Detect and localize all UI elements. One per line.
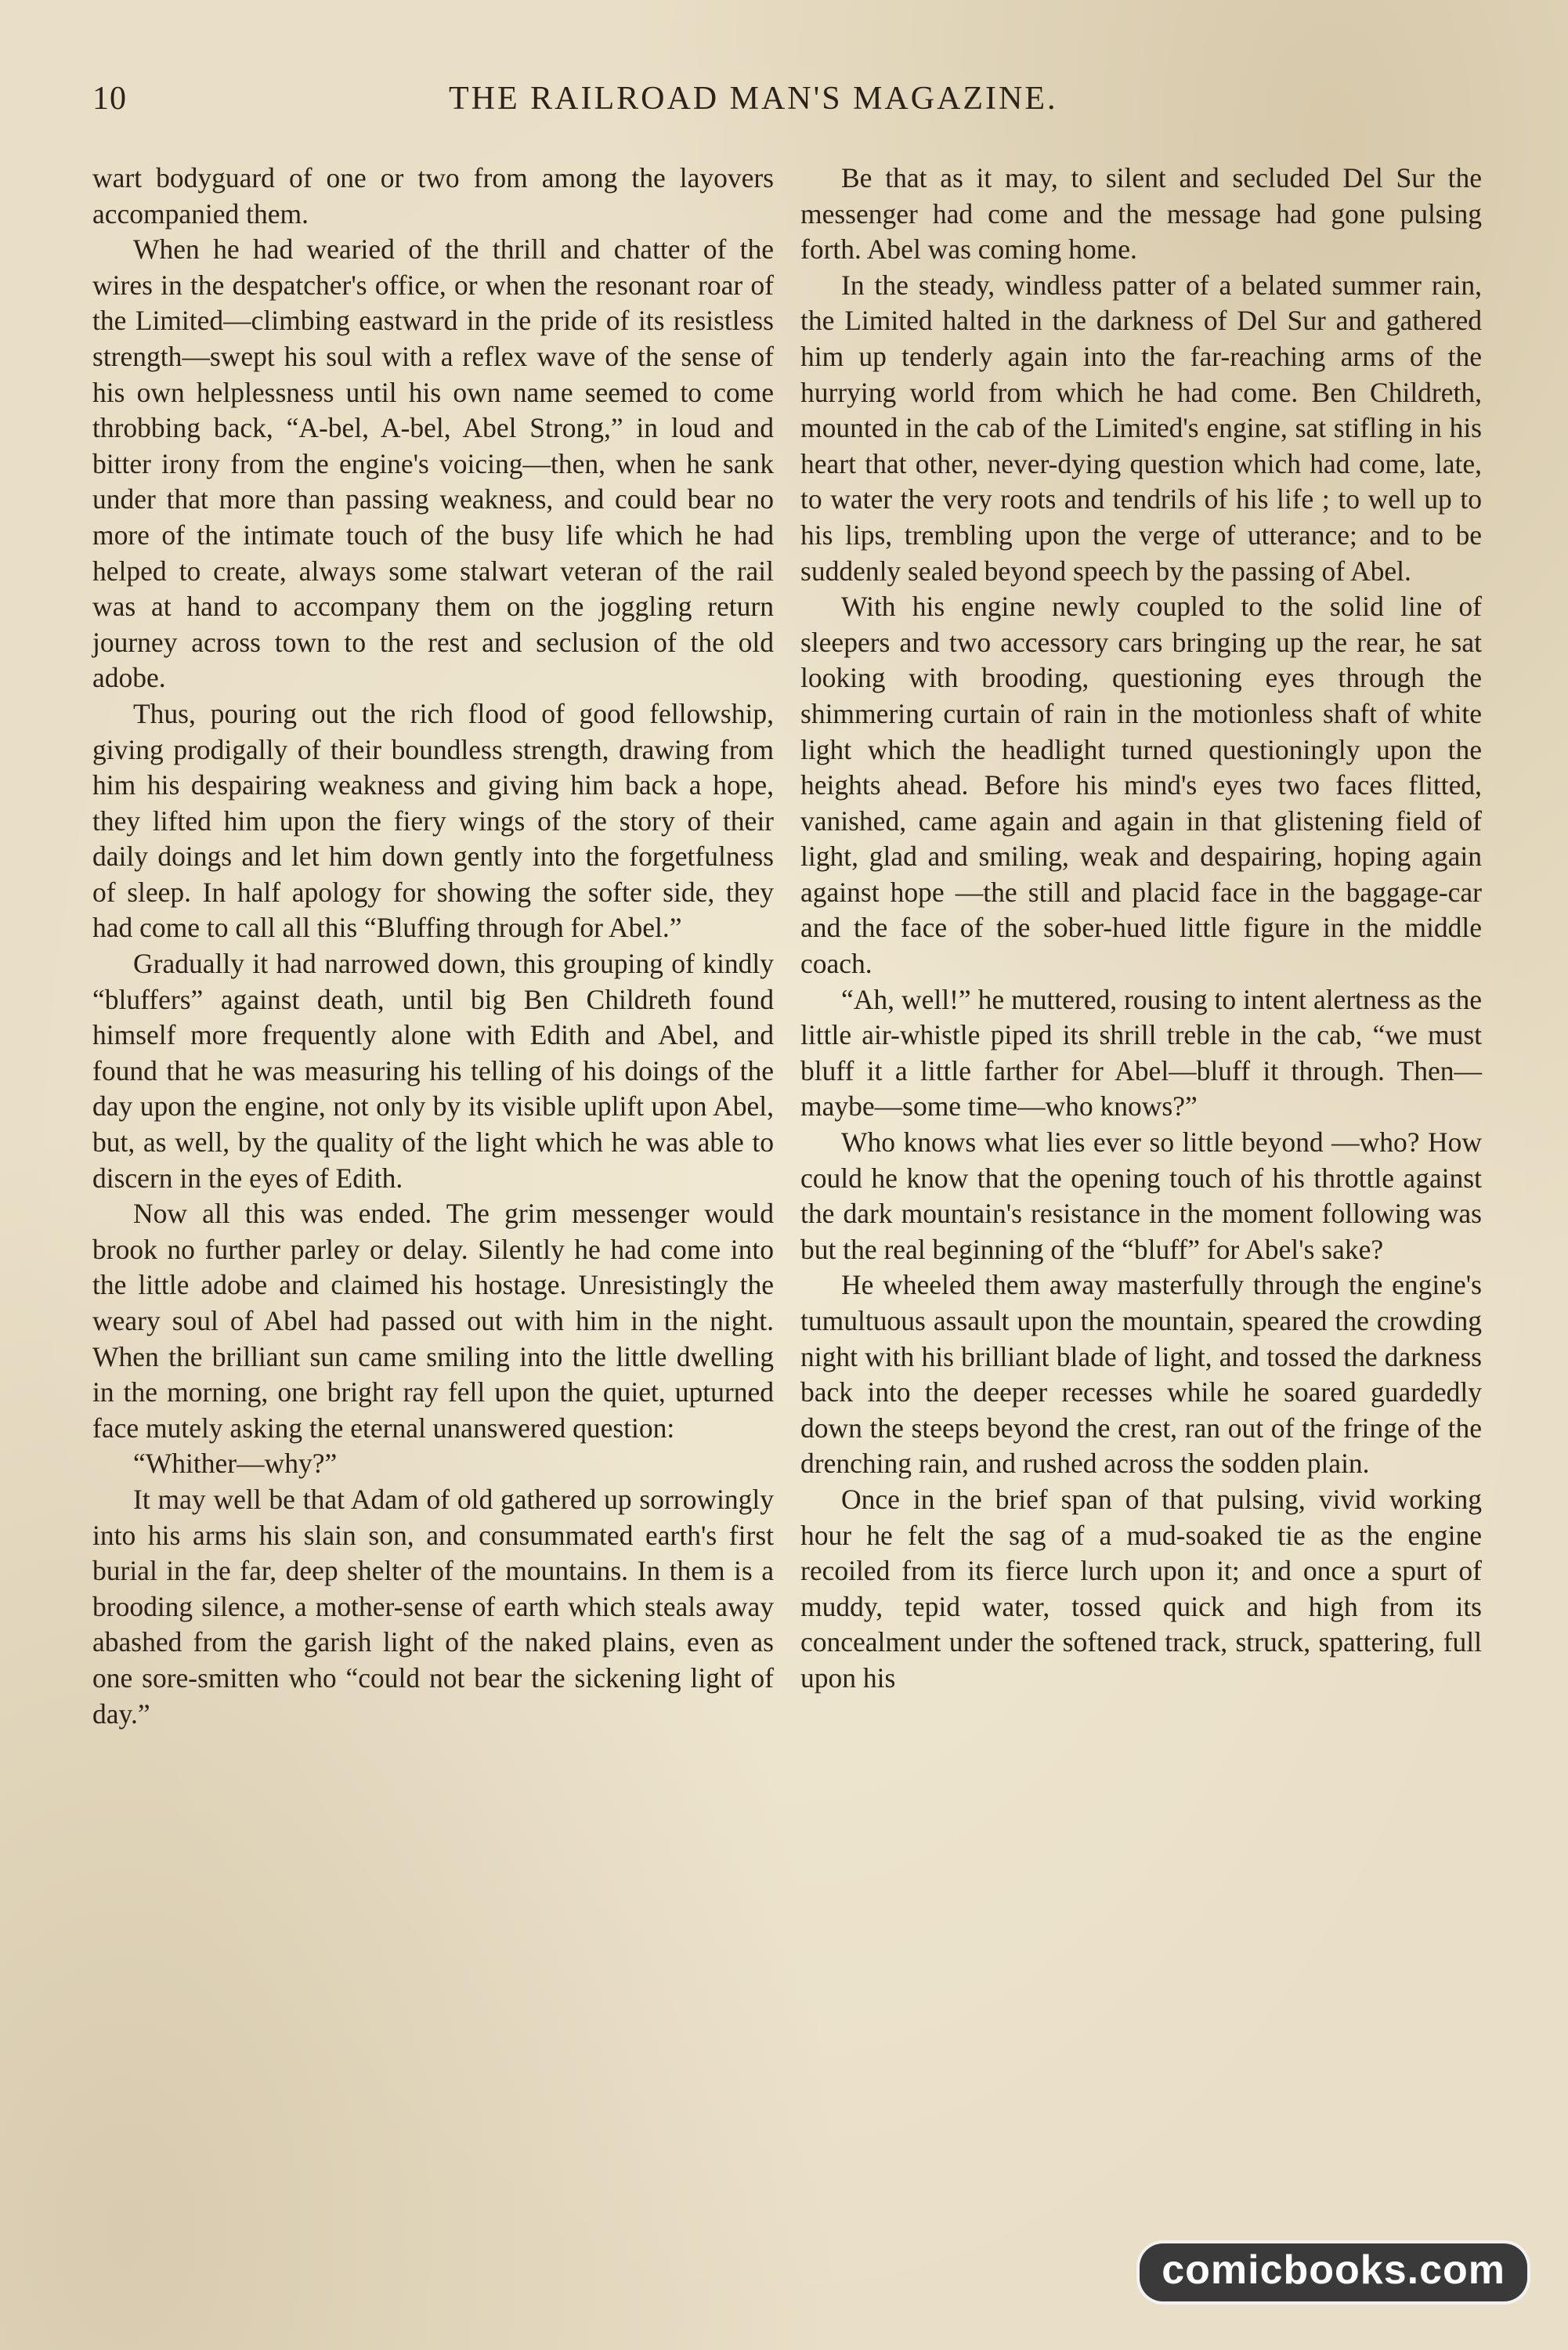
page-number: 10 bbox=[92, 81, 127, 117]
running-title: THE RAILROAD MAN'S MAGAZINE. bbox=[449, 81, 1058, 117]
paragraph: Once in the brief span of that pulsing, vivid working hour he felt the sag of a mud-soaked tie as the engine recoiled from its fierce lurch upon it; and once a spurt of muddy, tepid water, tossed quick and high from its concealment under the softened track, struck, spattering, full upon his bbox=[800, 1483, 1482, 1694]
paragraph: Now all this was ended. The grim messenger would brook no further parley or delay. Silently he had come into the little adobe and claimed his hostage. Unresistingly the weary soul of Abel had passed out with him in the night. When the brilliant sun came smiling into the little dwelling in the morning, one bright ray fell upon the quiet, upturned face mutely asking the eternal unanswered question: bbox=[92, 1198, 774, 1444]
paragraph: He wheeled them away masterfully through the engine's tumultuous assault upon the mountain, speared the crowding night with his brilliant blade of light, and tossed the darkness back into the deeper recesses while he soared guardedly down the steeps beyond the crest, ran out of the fringe of the drenching rain, and rushed across the sodden plain. bbox=[800, 1269, 1482, 1480]
paragraph: “Whither—why?” bbox=[133, 1448, 338, 1480]
paragraph: Gradually it had narrowed down, this grouping of kindly “bluffers” against death, until big Ben Childreth found himself more frequently alone with Edith and Abel, and found that he was measuring his telling of his doings of the day upon the engine, not only by its visible uplift upon Abel, but, as well, by the quality of the light which he was able to discern in the eyes of Edith. bbox=[92, 948, 774, 1194]
paragraph: Be that as it may, to silent and secluded Del Sur the messenger had come and the message had gone pulsing forth. Abel was coming home. bbox=[800, 162, 1482, 266]
paragraph: When he had wearied of the thrill and chatter of the wires in the despatcher's office, or when the resonant roar of the Limited—climbing eastward in the pride of its resistless strength—swept his soul with a reflex wave of the sense of his own helplessness until his own name seemed to come throbbing back, “A-bel, A-bel, Abel Strong,” in loud and bitter irony from the engine's voicing—then, when he sank under that more than passing weakness, and could bear no more of the intimate touch of the busy life which he had helped to create, always some stalwart veteran of the rail was at hand to accompany them on the joggling return journey across town to the rest and seclusion of the old adobe. bbox=[92, 233, 774, 694]
page-header bbox=[92, 75, 1479, 122]
left-column bbox=[92, 161, 774, 1732]
paragraph: It may well be that Adam of old gathered up sorrowingly into his arms his slain son, and consummated earth's first burial in the far, deep shelter of the mountains. In them is a brooding silence, a mother-sense of earth which steals away abashed from the garish light of the naked plains, even as one sore-smitten who “could not bear the sickening light of day.” bbox=[92, 1483, 774, 1730]
paragraph: Thus, pouring out the rich flood of good fellowship, giving prodigally of their boundless strength, drawing from him his despairing weakness and giving him back a hope, they lifted him upon the fiery wings of the story of their daily doings and let him down gently into the forgetfulness of sleep. In half apology for showing the softer side, they had come to call all this “Bluffing through for Abel.” bbox=[92, 697, 774, 944]
paragraph: wart bodyguard of one or two from among the layovers accompanied them. bbox=[92, 162, 774, 230]
paragraph: “Ah, well!” he muttered, rousing to intent alertness as the little air-whistle piped its shrill treble in the cab, “we must bluff it a little farther for Abel—bluff it through. Then—maybe—some time—who knows?” bbox=[800, 983, 1482, 1123]
right-column bbox=[800, 161, 1482, 1697]
watermark-badge: comicbooks.com bbox=[1140, 2243, 1527, 2301]
paragraph: With his engine newly coupled to the solid line of sleepers and two accessory cars bringing up the rear, he sat looking with brooding, questioning eyes through the shimmering curtain of rain in the motionless shaft of white light which the headlight turned questioningly upon the heights ahead. Before his mind's eyes two faces flitted, vanished, came again and again in that glistening field of light, glad and smiling, weak and despairing, hoping again against hope —the still and placid face in the baggage-car and the face of the sober-hued little figure in the middle coach. bbox=[800, 591, 1482, 980]
paragraph: In the steady, windless patter of a belated summer rain, the Limited halted in the darkness of Del Sur and gathered him up tenderly again into the far-reaching arms of the hurrying world from which he had come. Ben Childreth, mounted in the cab of the Limited's engine, sat stifling in his heart that other, never-dying question which had come, late, to water the very roots and tendrils of his life ; to well up to his lips, trembling upon the verge of utterance; and to be suddenly sealed beyond speech by the passing of Abel. bbox=[800, 269, 1482, 587]
paragraph: Who knows what lies ever so little beyond —who? How could he know that the opening touch of his throttle against the dark mountain's resistance in the moment following was but the real beginning of the “bluff” for Abel's sake? bbox=[800, 1126, 1482, 1265]
